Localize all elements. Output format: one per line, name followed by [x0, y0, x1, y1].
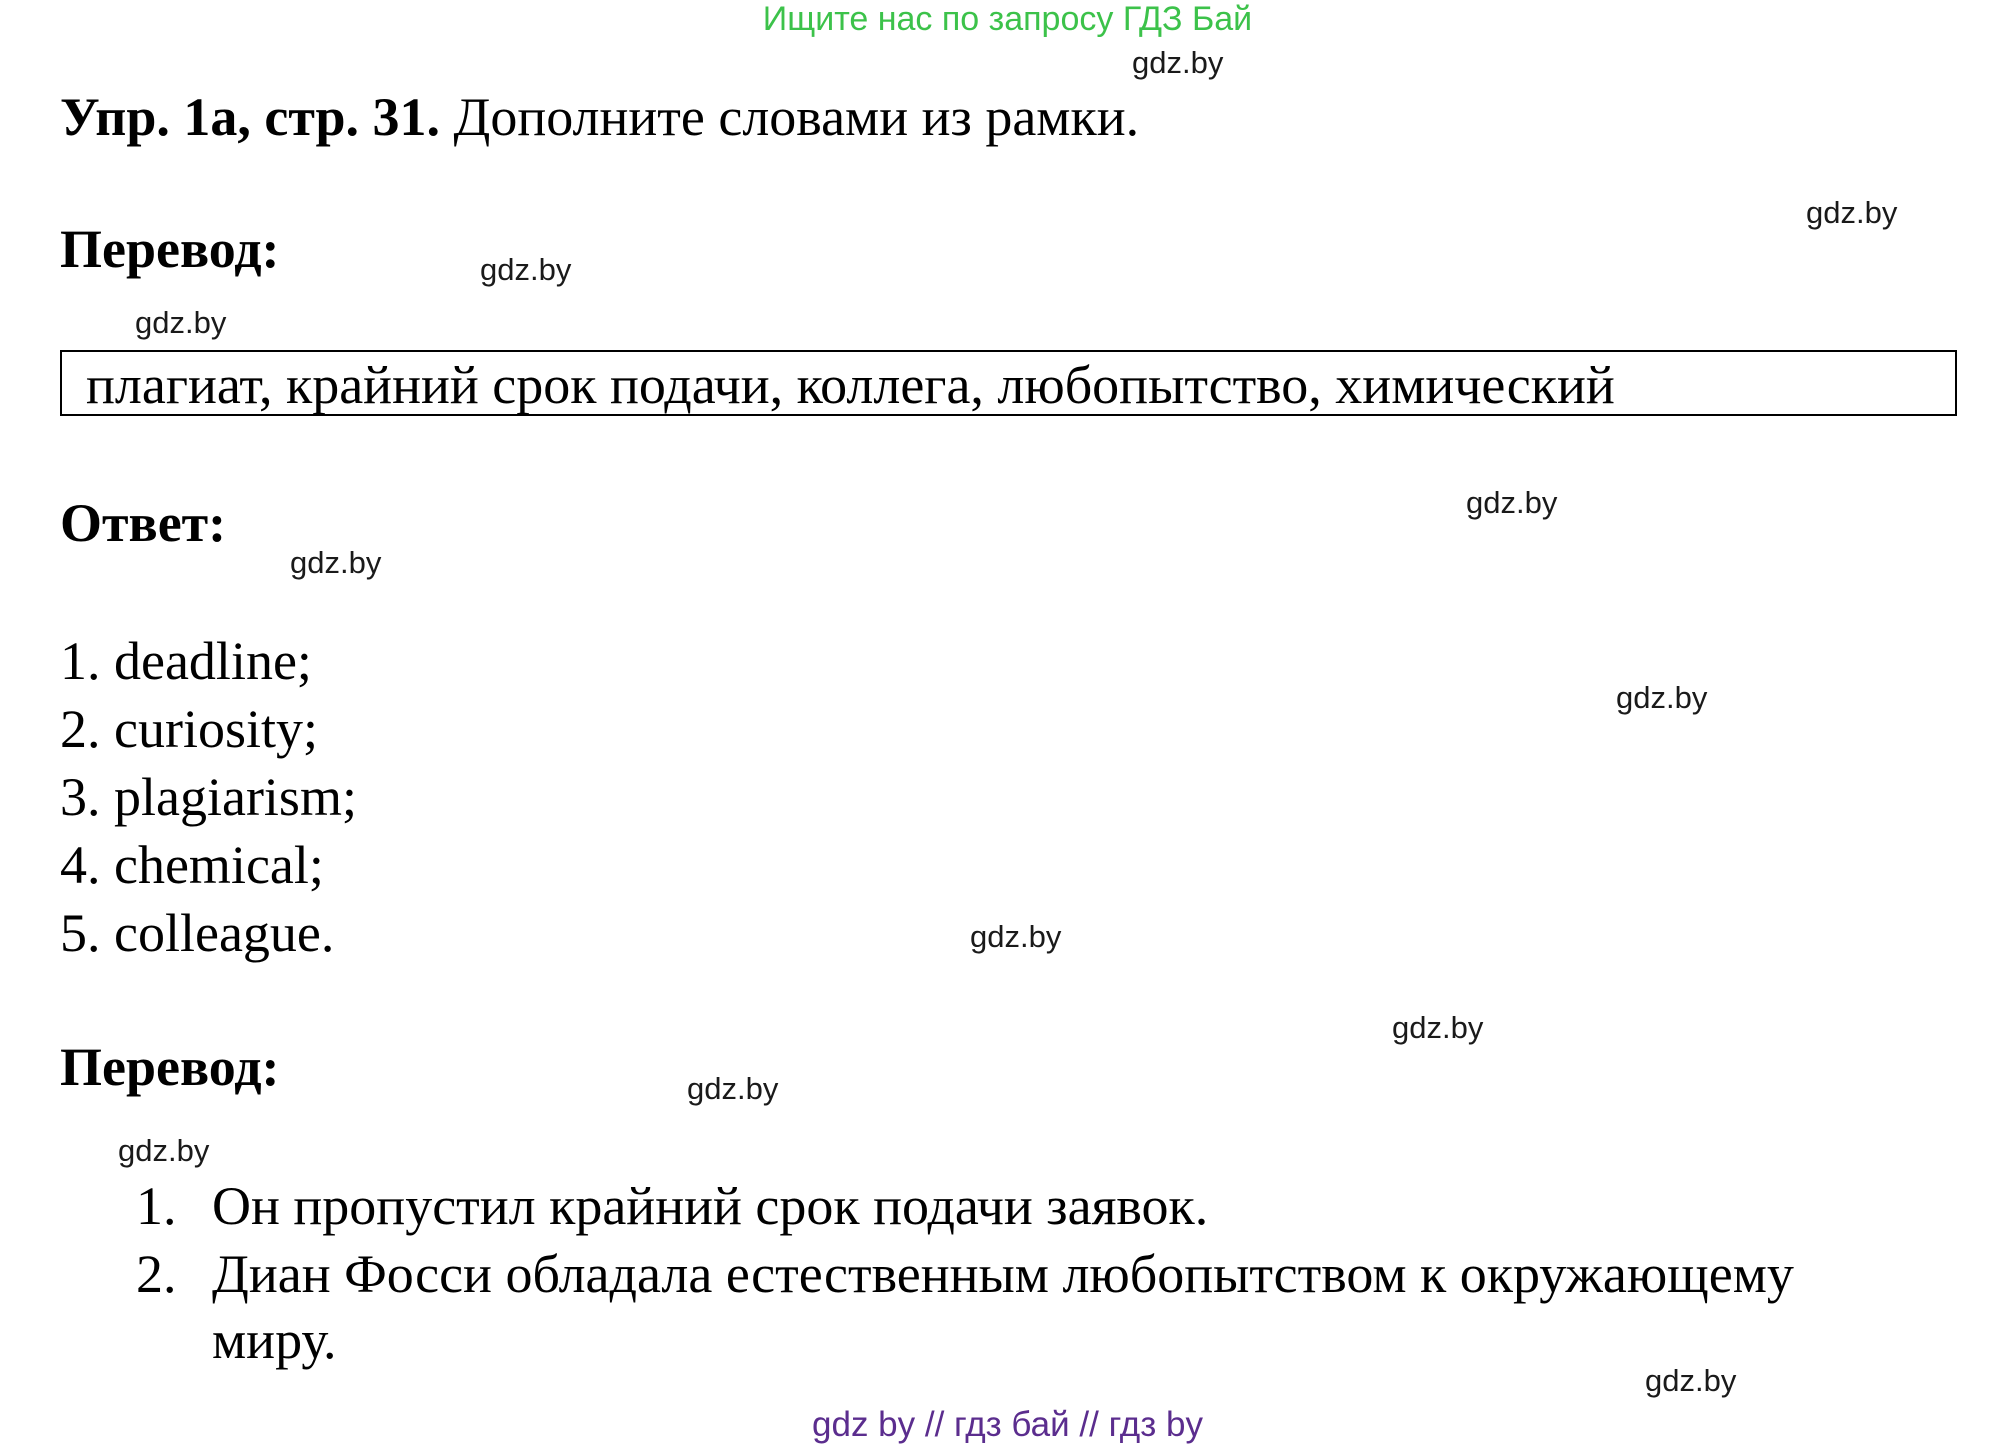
answer-item: 4. chemical;: [60, 835, 324, 895]
translation-heading: Перевод:: [60, 1037, 280, 1097]
translation-number: 1.: [136, 1176, 177, 1236]
translation-item-continued: миру.: [212, 1310, 337, 1370]
answer-item: 3. plagiarism;: [60, 767, 357, 827]
watermark: gdz.by: [1132, 45, 1224, 80]
watermark: gdz.by: [687, 1071, 779, 1106]
translation-number: 2.: [136, 1244, 177, 1304]
watermark: gdz.by: [290, 545, 382, 580]
search-banner: Ищите нас по запросу ГДЗ Бай: [762, 0, 1253, 38]
answer-item: 1. deadline;: [60, 631, 312, 691]
word-box: плагиат, крайний срок подачи, коллега, любопытство, химический: [60, 350, 1957, 416]
translation-heading: Перевод:: [60, 219, 280, 279]
footer-links: gdz by // гдз бай // гдз by: [812, 1405, 1203, 1444]
translation-item: Он пропустил крайний срок подачи заявок.: [212, 1176, 1209, 1236]
exercise-number: Упр. 1a, стр. 31.: [60, 87, 441, 147]
answer-item: 2. curiosity;: [60, 699, 318, 759]
watermark: gdz.by: [1466, 485, 1558, 520]
watermark: gdz.by: [118, 1133, 210, 1168]
watermark: gdz.by: [1645, 1363, 1737, 1398]
watermark: gdz.by: [480, 252, 572, 287]
watermark: gdz.by: [1616, 680, 1708, 715]
answer-item: 5. colleague.: [60, 903, 335, 963]
exercise-title: [60, 86, 1139, 148]
watermark: gdz.by: [135, 305, 227, 340]
watermark: gdz.by: [970, 919, 1062, 954]
watermark: gdz.by: [1806, 195, 1898, 230]
translation-item: Диан Фосси обладала естественным любопытством к окружающему: [212, 1244, 1794, 1304]
answer-heading: Ответ:: [60, 493, 227, 553]
watermark: gdz.by: [1392, 1010, 1484, 1045]
exercise-instruction: Дополните словами из рамки.: [440, 87, 1140, 147]
